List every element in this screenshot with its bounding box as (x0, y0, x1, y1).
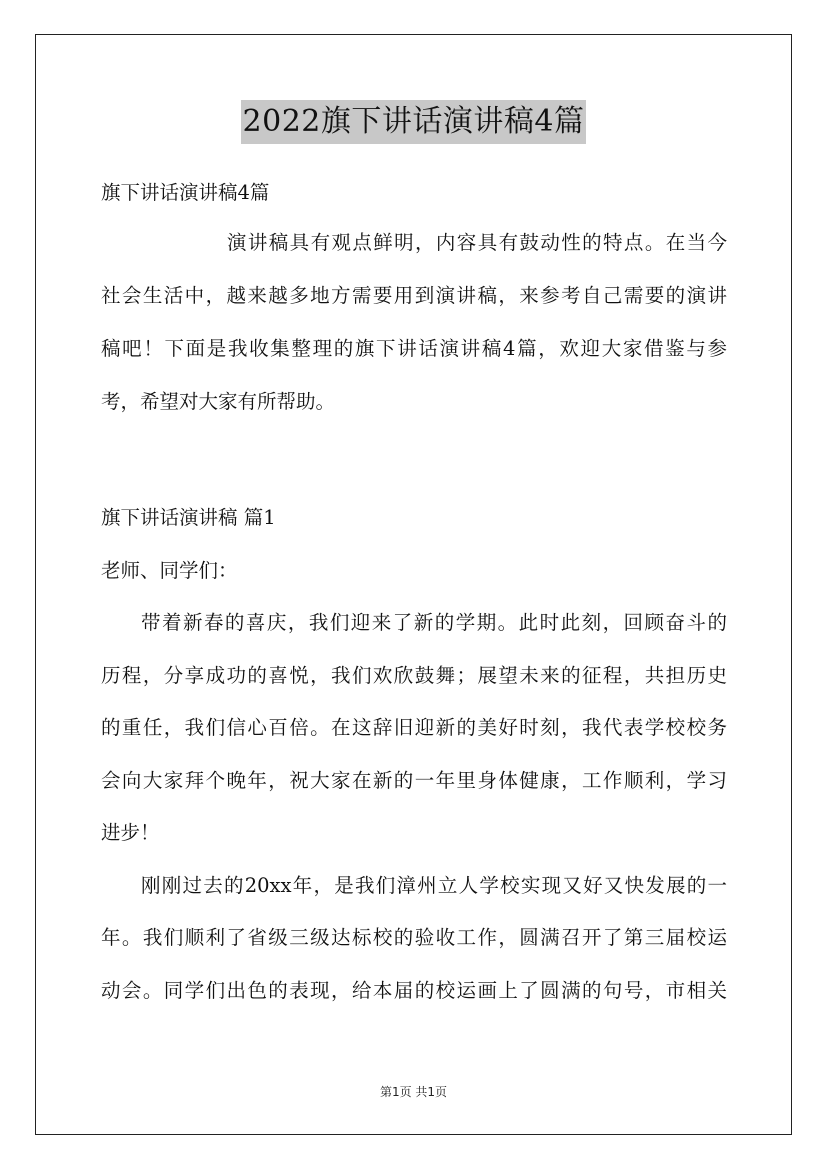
document-body (101, 170, 727, 1017)
section-spacer (101, 428, 727, 491)
title-container (0, 100, 827, 144)
intro-paragraph (101, 216, 727, 428)
intro-line: 社会生活中，越来越多地方需要用到演讲稿，来参考自己需要的演讲 (101, 284, 727, 307)
paragraph-line: 带着新春的喜庆，我们迎来了新的学期。此时此刻，回顾奋斗的 (141, 611, 727, 634)
paragraph-line: 会向大家拜个晚年，祝大家在新的一年里身体健康，工作顺利，学习 (101, 768, 727, 792)
intro-line: 稿吧！下面是我收集整理的旗下讲话演讲稿4篇，欢迎大家借鉴与参 (101, 337, 727, 360)
document-title: 2022旗下讲话演讲稿4篇 (241, 100, 587, 144)
paragraph-1 (101, 597, 727, 860)
intro-line: 演讲稿具有观点鲜明，内容具有鼓动性的特点。在当今 (227, 231, 727, 254)
document-subtitle: 旗下讲话演讲稿4篇 (101, 181, 270, 204)
paragraph-line: 的重任，我们信心百倍。在这辞旧迎新的美好时刻，我代表学校校务 (101, 716, 727, 739)
paragraph-2 (101, 860, 727, 1018)
section-title: 旗下讲话演讲稿 篇1 (101, 506, 276, 529)
paragraph-line: 动会。同学们出色的表现，给本届的校运画上了圆满的句号，市相关 (101, 978, 727, 1002)
greeting: 老师、同学们： (101, 559, 238, 582)
paragraph-line: 年。我们顺利了省级三级达标校的验收工作，圆满召开了第三届校运 (101, 926, 727, 949)
paragraph-line: 刚刚过去的20xx年，是我们漳州立人学校实现又好又快发展的一 (141, 873, 727, 897)
intro-line: 考，希望对大家有所帮助。 (101, 390, 336, 413)
paragraph-line: 进步！ (101, 821, 160, 844)
paragraph-line: 历程，分享成功的喜悦，我们欢欣鼓舞；展望未来的征程，共担历史 (101, 663, 727, 687)
page-footer: 第1页 共1页 (379, 1085, 448, 1099)
